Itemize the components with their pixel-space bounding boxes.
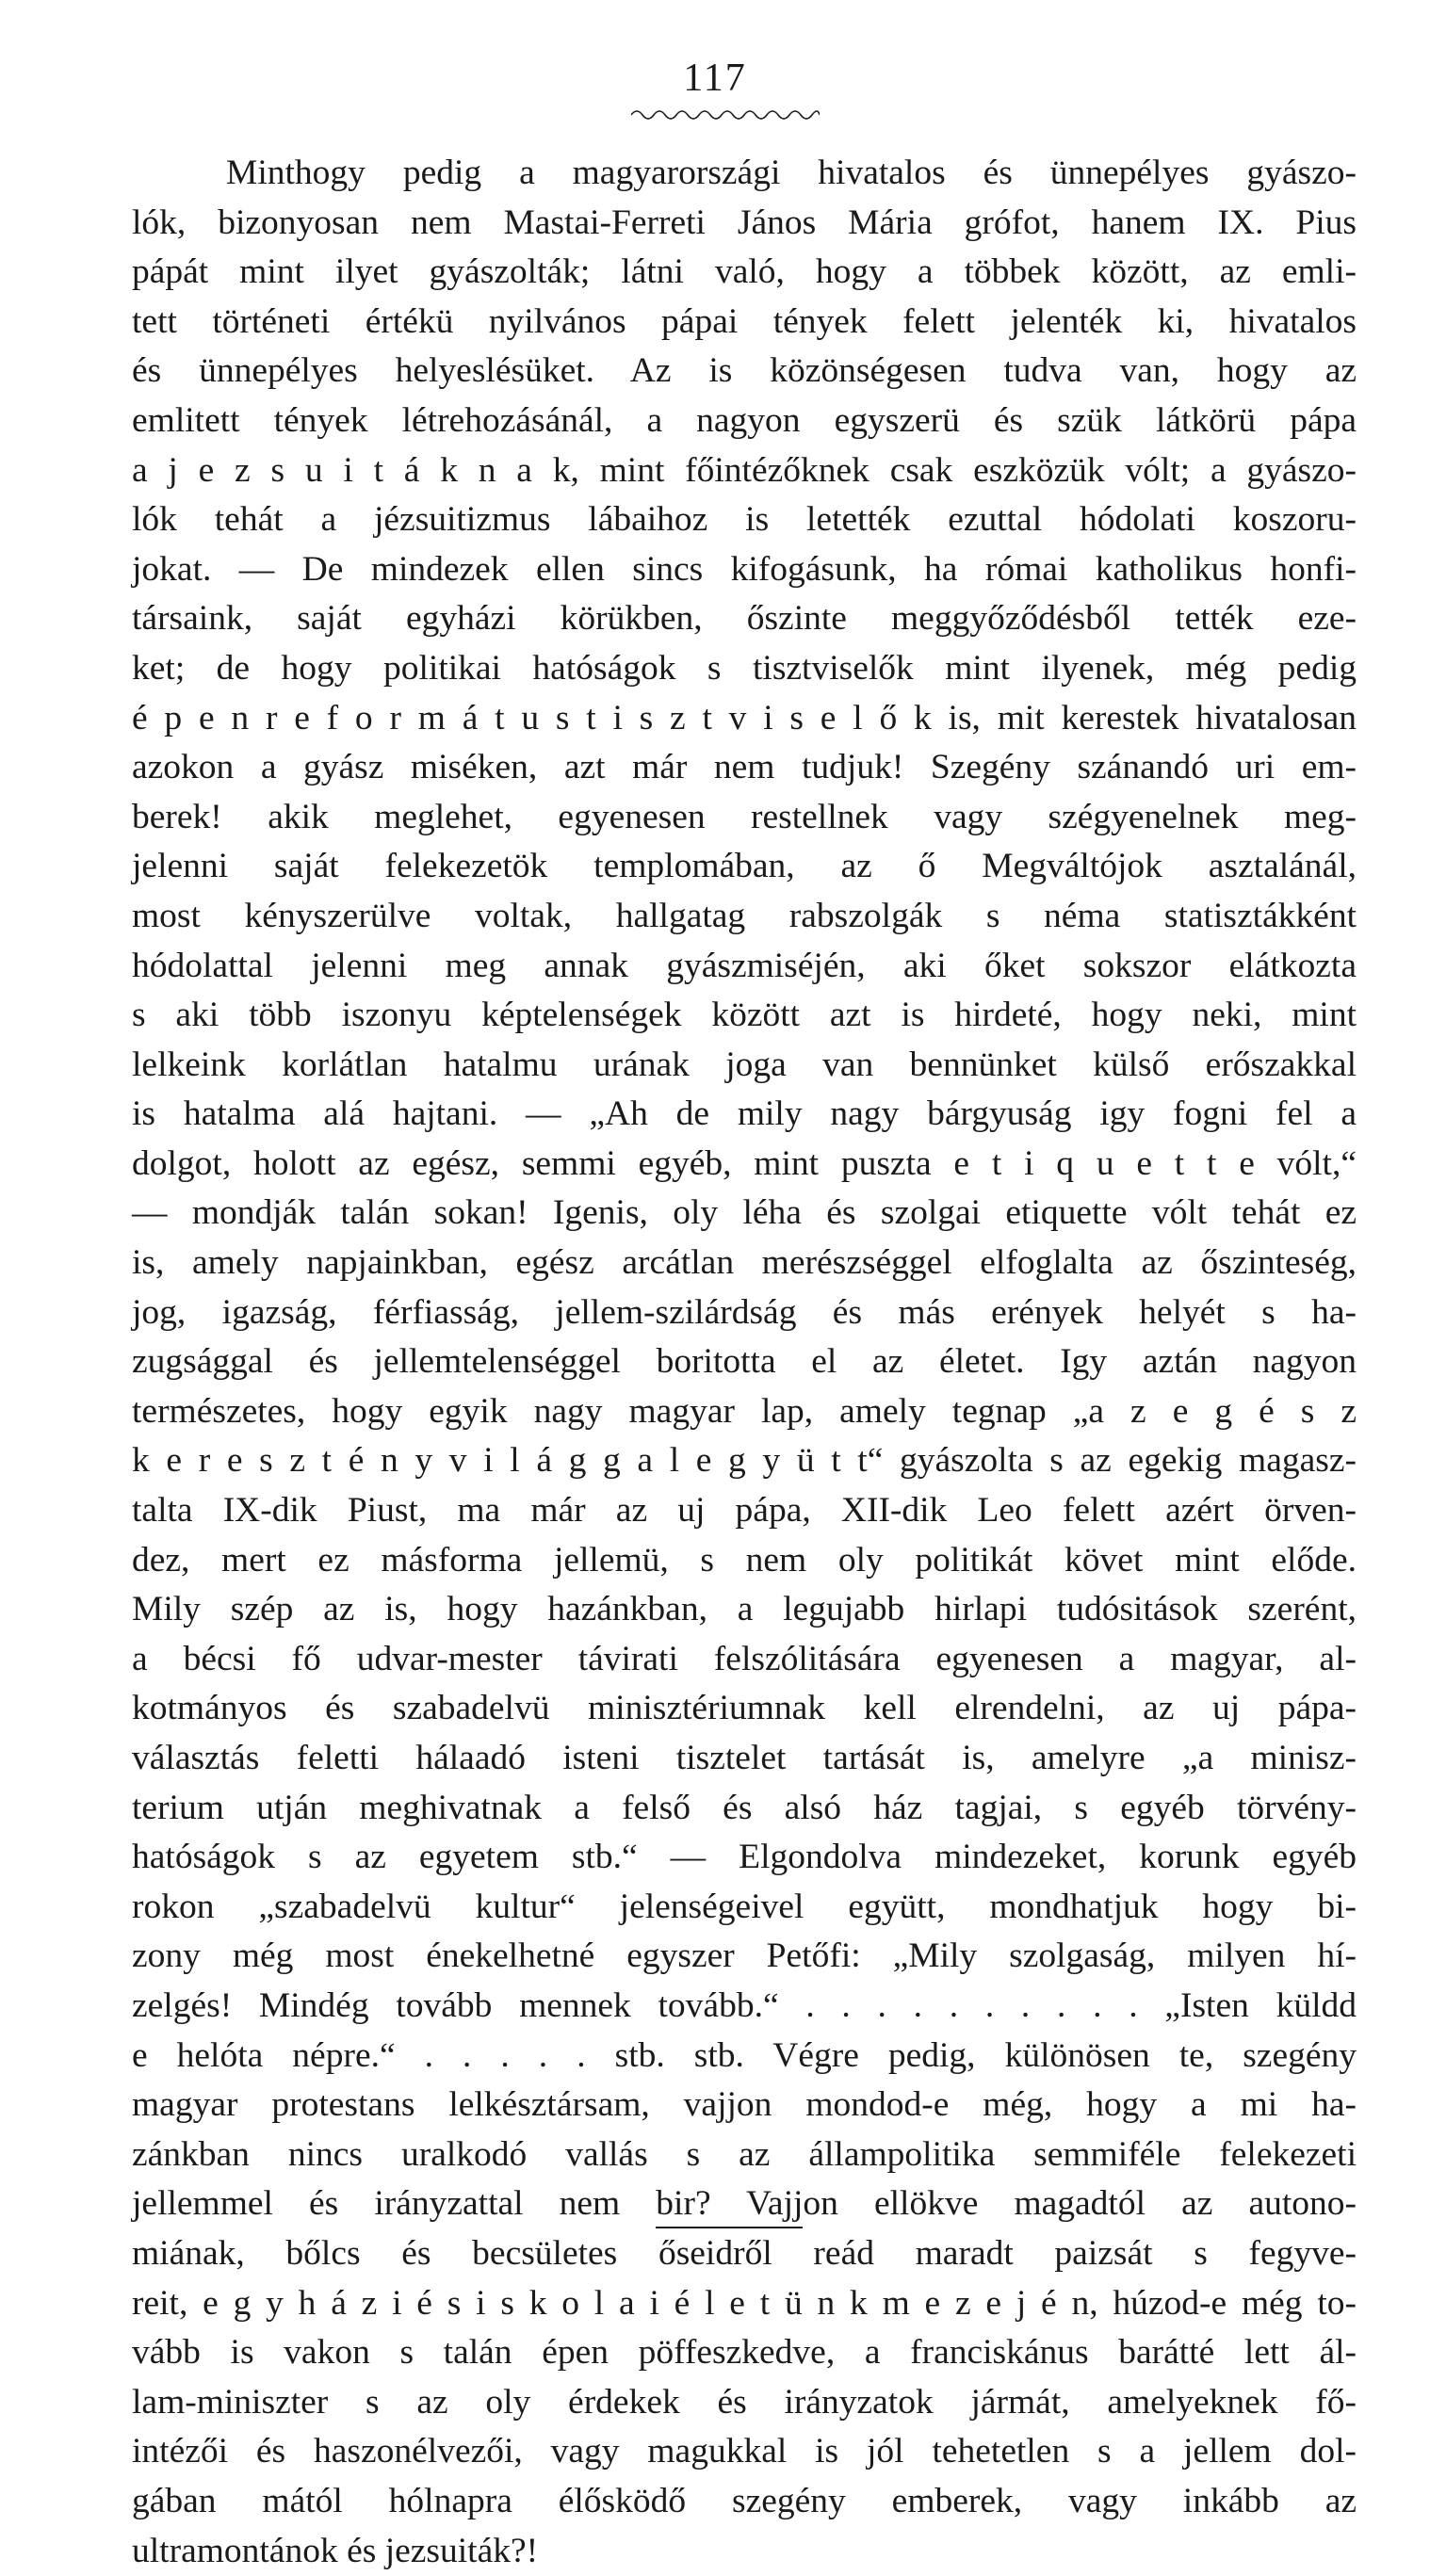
text-line-18: s aki több iszonyu képtelenségek között azt is hirdeté, hogy neki, mint — [132, 991, 1357, 1041]
text-line-22: — mondják talán sokan! Igenis, oly léha és szolgai etiquette vólt tehát ez — [132, 1189, 1357, 1239]
text-line-32: kotmányos és szabadelvü minisztériumnak kell elrendelni, az uj pápa- — [132, 1684, 1357, 1734]
ornament-wavy-rule — [631, 105, 820, 124]
text-line-8: lók tehát a jézsuitizmus lábaihoz is letették ezuttal hódolati koszoru- — [132, 495, 1357, 545]
text-line-17: hódolattal jelenni meg annak gyászmiséjén, aki őket sokszor elátkozta — [132, 942, 1357, 992]
text-line-39: e helóta népre.“ . . . . . stb. stb. Végre pedig, különösen te, szegény — [132, 2032, 1357, 2082]
text-line-45: vább is vakon s talán épen pöffeszkedve, a franciskánus barátté lett ál- — [132, 2328, 1357, 2378]
text-line-23: is, amely napjainkban, egész arcátlan merészséggel elfoglalta az őszinteség, — [132, 1239, 1357, 1288]
text-line-9: jokat. — De mindezek ellen sincs kifogásunk, ha római katholikus honfi- — [132, 545, 1357, 595]
text-line-28: talta IX-dik Piust, ma már az uj pápa, XII-dik Leo felett azért örven- — [132, 1486, 1357, 1536]
text-line-7: a j e z s u i t á k n a k, mint főintézőknek csak eszközük vólt; a gyászo- — [132, 446, 1357, 496]
text-line-35: hatóságok s az egyetem stb.“ — Elgondolva mindezeket, korunk egyéb — [132, 1833, 1357, 1883]
text-line-26: természetes, hogy egyik nagy magyar lap, amely tegnap „a z e g é s z — [132, 1387, 1357, 1437]
text-line-40: magyar protestans lelkésztársam, vajjon mondod-e még, hogy a mi ha- — [132, 2081, 1357, 2130]
text-line-4: tett történeti értékü nyilvános pápai tények felett jelenték ki, hivatalos — [132, 298, 1357, 348]
text-line-13: azokon a gyász miséken, azt már nem tudjuk! Szegény szánandó uri em- — [132, 743, 1357, 793]
page-number: 117 — [0, 55, 1430, 102]
text-line-11: ket; de hogy politikai hatóságok s tisztviselők mint ilyenek, még pedig — [132, 644, 1357, 694]
text-line-46: lam-miniszter s az oly érdekek és irányzatok jármát, amelyeknek fő- — [132, 2378, 1357, 2428]
text-line-6: emlitett tények létrehozásánál, a nagyon egyszerü és szük látkörü pápa — [132, 397, 1357, 446]
body-text — [132, 149, 1357, 2576]
text-line-44: reit, e g y h á z i é s i s k o l a i é l e t ü n k m e z e j é n, húzod-e még to- — [132, 2279, 1357, 2329]
text-line-36: rokon „szabadelvü kultur“ jelenségeivel együtt, mondhatjuk hogy bi- — [132, 1883, 1357, 1933]
text-line-20: is hatalma alá hajtani. — „Ah de mily nagy bárgyuság igy fogni fel a — [132, 1090, 1357, 1140]
text-line-14: berek! akik meglehet, egyenesen restellnek vagy szégyenelnek meg- — [132, 793, 1357, 843]
text-line-5: és ünnepélyes helyeslésüket. Az is közönségesen tudva van, hogy az — [132, 347, 1357, 397]
text-line-48: gában mától hólnapra élősködő szegény emberek, vagy inkább az — [132, 2477, 1357, 2527]
text-line-30: Mily szép az is, hogy hazánkban, a legujabb hirlapi tudósitások szerént, — [132, 1585, 1357, 1635]
text-line-21: dolgot, holott az egész, semmi egyéb, mint puszta e t i q u e t t e vólt,“ — [132, 1140, 1357, 1190]
text-line-16: most kényszerülve voltak, hallgatag rabszolgák s néma statisztákként — [132, 892, 1357, 942]
closing-rule — [656, 2227, 803, 2228]
text-line-38: zelgés! Mindég tovább mennek tovább.“ . . . . . . . . . . „Isten küldd — [132, 1982, 1357, 2032]
text-line-15: jelenni saját felekezetök templomában, az ő Megváltójok asztalánál, — [132, 842, 1357, 892]
text-line-31: a bécsi fő udvar-mester távirati felszólitására egyenesen a magyar, al- — [132, 1635, 1357, 1685]
text-line-37: zony még most énekelhetné egyszer Petőfi: „Mily szolgaság, milyen hí- — [132, 1932, 1357, 1982]
text-line-3: pápát mint ilyet gyászolták; látni való, hogy a többek között, az emli- — [132, 248, 1357, 298]
text-line-2: lók, bizonyosan nem Mastai-Ferreti János Mária grófot, hanem IX. Pius — [132, 199, 1357, 249]
text-line-49: ultramontánok és jezsuiták?! — [132, 2527, 1357, 2576]
text-line-47: intézői és haszonélvezői, vagy magukkal is jól tehetetlen s a jellem dol- — [132, 2427, 1357, 2477]
text-line-19: lelkeink korlátlan hatalmu urának joga van bennünket külső erőszakkal — [132, 1041, 1357, 1091]
text-line-34: terium utján meghivatnak a felső és alsó ház tagjai, s egyéb törvény- — [132, 1784, 1357, 1834]
text-line-10: társaink, saját egyházi körükben, őszinte meggyőződésből tették eze- — [132, 594, 1357, 644]
text-line-41: zánkban nincs uralkodó vallás s az állampolitika semmiféle felekezeti — [132, 2130, 1357, 2180]
text-line-25: zugsággal és jellemtelenséggel boritotta el az életet. Igy aztán nagyon — [132, 1337, 1357, 1387]
text-line-27: k e r e s z t é n y v i l á g g a l e g y ü t t“ gyászolta s az egekig magasz- — [132, 1436, 1357, 1486]
text-line-1: Minthogy pedig a magyarországi hivatalos és ünnepélyes gyászo- — [132, 149, 1357, 199]
text-line-33: választás feletti hálaadó isteni tisztelet tartását is, amelyre „a minisz- — [132, 1734, 1357, 1784]
text-line-12: é p e n r e f o r m á t u s t i s z t v i s e l ő k is, mit kerestek hivatalosan — [132, 694, 1357, 744]
text-line-24: jog, igazság, férfiasság, jellem-szilárdság és más erények helyét s ha- — [132, 1288, 1357, 1338]
text-line-29: dez, mert ez másforma jellemü, s nem oly politikát követ mint elődе. — [132, 1536, 1357, 1586]
text-line-42: jellemmel és irányzattal nem bir? Vajjon ellökve magadtól az autono- — [132, 2179, 1357, 2229]
text-line-43: miának, bőlcs és becsületes őseidről reád maradt paizsát s fegyve- — [132, 2229, 1357, 2279]
